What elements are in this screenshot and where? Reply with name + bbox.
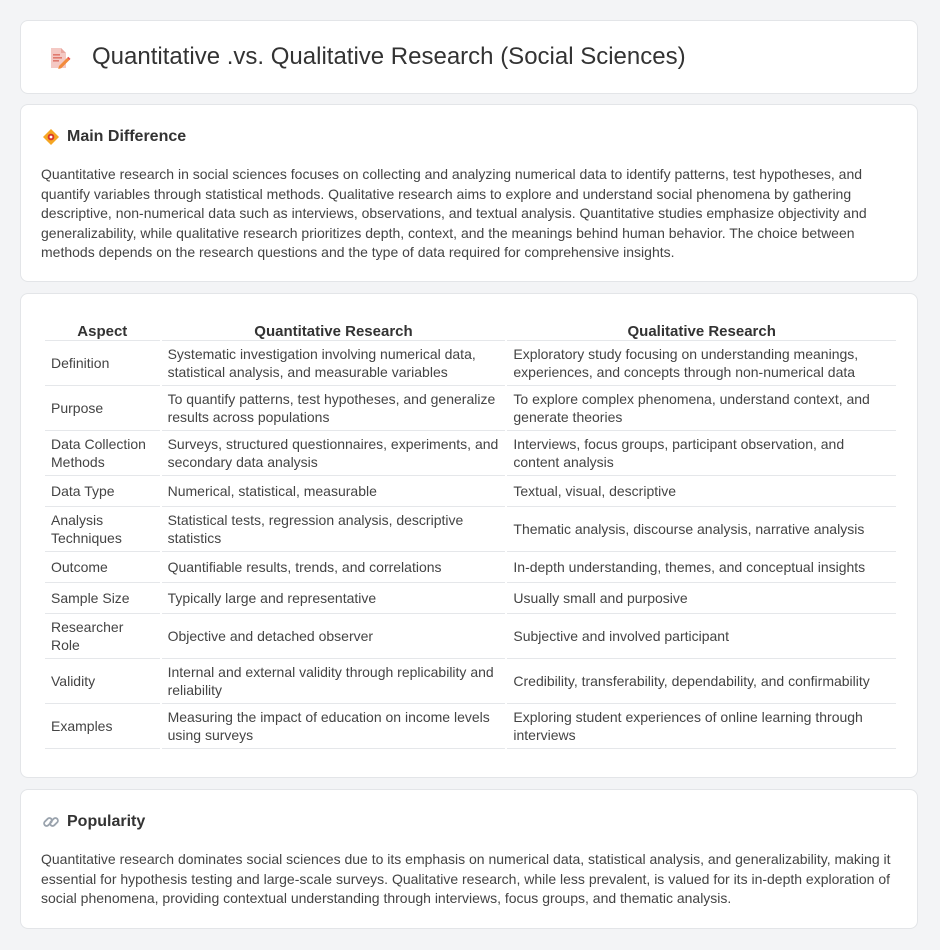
qualitative-cell: Textual, visual, descriptive (507, 476, 896, 507)
quantitative-cell: Objective and detached observer (162, 614, 506, 659)
column-header-aspect: Aspect (45, 314, 160, 341)
popularity-text: Quantitative research dominates social sciences due to its emphasis on numerical data, statistical analysis, and generalizability, making it essential for hypothesis testing and large-scale surveys. Qualitative research, while less prevalent, is valued for its in-depth exploration of social phenomena, providing contextual understanding through interviews, focus groups, and thematic analysis. (41, 851, 891, 906)
comparison-table-card (20, 293, 918, 778)
table-row (45, 552, 896, 583)
qualitative-cell: Thematic analysis, discourse analysis, narrative analysis (507, 507, 896, 552)
qualitative-cell: Credibility, transferability, dependability, and confirmability (507, 659, 896, 704)
quantitative-cell: Statistical tests, regression analysis, descriptive statistics (162, 507, 506, 552)
qualitative-cell: Usually small and purposive (507, 583, 896, 614)
table-header-row (45, 314, 896, 341)
qualitative-cell: To explore complex phenomena, understand context, and generate theories (507, 386, 896, 431)
column-header-quantitative: Quantitative Research (162, 314, 506, 341)
quantitative-cell: Internal and external validity through replicability and reliability (162, 659, 506, 704)
table-row (45, 476, 896, 507)
table-row (45, 386, 896, 431)
table-row (45, 507, 896, 552)
aspect-cell: Outcome (45, 552, 160, 583)
header-card (20, 20, 918, 94)
popularity-title: Popularity (67, 813, 146, 830)
aspect-cell: Purpose (45, 386, 160, 431)
diamond-badge-icon (42, 128, 60, 146)
aspect-cell: Analysis Techniques (45, 507, 160, 552)
table-row (45, 704, 896, 749)
comparison-table (43, 314, 898, 749)
aspect-cell: Examples (45, 704, 160, 749)
table-row (45, 659, 896, 704)
qualitative-cell: Exploring student experiences of online learning through interviews (507, 704, 896, 749)
link-icon (42, 813, 60, 831)
quantitative-cell: Measuring the impact of education on income levels using surveys (162, 704, 506, 749)
popularity-card (20, 789, 918, 929)
quantitative-cell: Systematic investigation involving numerical data, statistical analysis, and measurable variables (162, 341, 506, 386)
quantitative-cell: Quantifiable results, trends, and correlations (162, 552, 506, 583)
aspect-cell: Definition (45, 341, 160, 386)
column-header-qualitative: Qualitative Research (507, 314, 896, 341)
qualitative-cell: In-depth understanding, themes, and conceptual insights (507, 552, 896, 583)
aspect-cell: Validity (45, 659, 160, 704)
table-row (45, 431, 896, 476)
table-row (45, 614, 896, 659)
main-difference-title: Main Difference (67, 128, 187, 145)
quantitative-cell: Surveys, structured questionnaires, experiments, and secondary data analysis (162, 431, 506, 476)
quantitative-cell: To quantify patterns, test hypotheses, and generalize results across populations (162, 386, 506, 431)
qualitative-cell: Exploratory study focusing on understanding meanings, experiences, and concepts through non-numerical data (507, 341, 896, 386)
document-pencil-icon (47, 46, 71, 70)
aspect-cell: Data Collection Methods (45, 431, 160, 476)
quantitative-cell: Typically large and representative (162, 583, 506, 614)
main-difference-text: Quantitative research in social sciences focuses on collecting and analyzing numerical data to identify patterns, test hypotheses, and quantify variables through statistical methods. Qualitative research aims to explore and understand social phenomena by gathering descriptive, non-numerical data such as interviews, observations, and textual analysis. Quantitative studies emphasize objectivity and generalizability, while qualitative research prioritizes depth, context, and the meanings behind human behavior. The choice between methods depends on the research questions and the type of data required for comprehensive insights. (41, 166, 867, 260)
table-row (45, 341, 896, 386)
aspect-cell: Researcher Role (45, 614, 160, 659)
table-row (45, 583, 896, 614)
main-difference-card (20, 104, 918, 282)
aspect-cell: Data Type (45, 476, 160, 507)
quantitative-cell: Numerical, statistical, measurable (162, 476, 506, 507)
aspect-cell: Sample Size (45, 583, 160, 614)
qualitative-cell: Subjective and involved participant (507, 614, 896, 659)
page-title: Quantitative .vs. Qualitative Research (Social Sciences) (92, 43, 686, 70)
qualitative-cell: Interviews, focus groups, participant observation, and content analysis (507, 431, 896, 476)
